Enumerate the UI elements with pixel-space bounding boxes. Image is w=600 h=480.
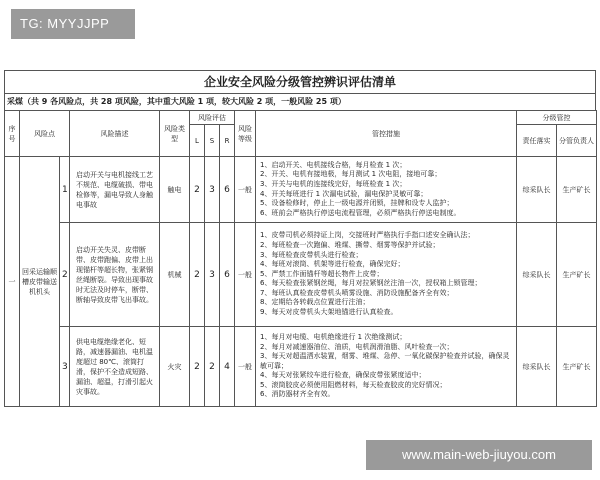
header-resp-person: 分管负责人 bbox=[557, 125, 597, 157]
risk-description: 启动开关与电机接线工艺不规范、电缆破损、带电检修等，漏电导致人身触电事故 bbox=[70, 157, 160, 223]
measure-item: 5、滚筒胶皮必须使用阻燃材料，每天检查胶皮的完好情况； bbox=[260, 380, 447, 389]
measure-item: 6、消防器材齐全有效。 bbox=[260, 390, 335, 399]
header-control-measures: 管控措施 bbox=[256, 111, 517, 157]
responsible-person: 生产矿长 bbox=[557, 157, 597, 223]
header-grading: 分级管控 bbox=[517, 111, 597, 125]
control-measures bbox=[256, 157, 517, 223]
measure-item: 9、每天对皮带机头大架地锚进行认真检查。 bbox=[260, 308, 398, 317]
responsible-unit: 综采队长 bbox=[517, 327, 557, 407]
document-title: 企业安全风险分级管控辨识评估清单 bbox=[4, 70, 596, 93]
measure-item: 4、每天对张紧绞车进行检查，确保皮带张紧度适中； bbox=[260, 371, 426, 380]
sub-number: 3 bbox=[60, 327, 70, 407]
risk-type: 火灾 bbox=[160, 327, 190, 407]
group-seq: 一 bbox=[5, 157, 20, 407]
table-row bbox=[5, 327, 597, 407]
measure-item: 3、开关与电机的连接线完好，每班检查 1 次； bbox=[260, 179, 407, 188]
measure-item: 6、每天检查张紧钢丝绳，每月对拉紧钢丝注油一次，授权箱上锁管理； bbox=[260, 279, 482, 288]
value-R: 6 bbox=[220, 157, 235, 223]
measure-item: 6、班前会严格执行停送电流程管理，必须严格执行停送电制度。 bbox=[260, 208, 461, 217]
watermark-bottom-right: www.main-web-jiuyou.com bbox=[366, 440, 592, 470]
risk-level: 一般 bbox=[235, 223, 256, 327]
value-R: 6 bbox=[220, 223, 235, 327]
risk-table bbox=[4, 110, 597, 407]
measure-item: 5、严禁工作面锚杆等超长物件上皮带； bbox=[260, 269, 384, 278]
table-row bbox=[5, 223, 597, 327]
measure-item: 4、开关每班进行 1 次漏电试验，漏电保护灵敏可靠； bbox=[260, 189, 428, 198]
value-L: 2 bbox=[190, 327, 205, 407]
responsible-person: 生产矿长 bbox=[557, 327, 597, 407]
risk-level: 一般 bbox=[235, 327, 256, 407]
measure-item: 1、每月对电缆、电机绝缘进行 1 次绝缘测试； bbox=[260, 332, 407, 341]
measure-item: 8、定期给各转载点位置进行注油； bbox=[260, 298, 370, 307]
header-risk-point: 风险点 bbox=[20, 111, 70, 157]
value-L: 2 bbox=[190, 157, 205, 223]
responsible-unit: 综采队长 bbox=[517, 157, 557, 223]
measure-item: 1、皮带司机必须持证上岗，交接班时严格执行手指口述安全确认法； bbox=[260, 231, 475, 240]
control-measures bbox=[256, 223, 517, 327]
risk-level: 一般 bbox=[235, 157, 256, 223]
measure-item: 2、每班检查一次跑偏、堆煤、撕带、烟雾等保护并试验； bbox=[260, 240, 440, 249]
header-risk-level: 风险等级 bbox=[235, 111, 256, 157]
value-R: 4 bbox=[220, 327, 235, 407]
header-seq: 序号 bbox=[5, 111, 20, 157]
measure-item: 1、启动开关、电机接线合格，每月检查 1 次； bbox=[260, 160, 407, 169]
responsible-person: 生产矿长 bbox=[557, 223, 597, 327]
value-S: 2 bbox=[205, 327, 220, 407]
sub-number: 2 bbox=[60, 223, 70, 327]
measure-item: 2、每月对减速器油位、油质，电机润滑油脂、风叶检查一次； bbox=[260, 342, 454, 351]
measure-item: 5、设备检修时，停止上一级电源并闭锁，挂牌和设专人监护； bbox=[260, 199, 454, 208]
header-resp-unit: 责任落实 bbox=[517, 125, 557, 157]
risk-type: 触电 bbox=[160, 157, 190, 223]
measure-item: 3、每天对超温洒水装置，烟雾、堆煤、急停、一氧化碳保护检查并试验，确保灵敏可靠； bbox=[260, 352, 510, 370]
measure-item: 4、每班对滚筒、机架等进行检查，确保完好； bbox=[260, 260, 405, 269]
header-R: R bbox=[220, 125, 235, 157]
header-risk-eval: 风险评估 bbox=[190, 111, 235, 125]
risk-type: 机械 bbox=[160, 223, 190, 327]
header-risk-desc: 风险描述 bbox=[70, 111, 160, 157]
header-risk-type: 风险类型 bbox=[160, 111, 190, 157]
control-measures bbox=[256, 327, 517, 407]
risk-point-name: 回采运输顺槽皮带输送机机头 bbox=[20, 157, 60, 407]
value-S: 3 bbox=[205, 157, 220, 223]
watermark-top-left: TG: MYYJJPP bbox=[11, 9, 135, 39]
measure-item: 2、开关、电机有接地极，每月测试 1 次电阻，接地可靠； bbox=[260, 170, 442, 179]
risk-description: 供电电缆绝缘老化、短路，减速器漏油、电机温度超过 80℃、滚筒打滑，保护不全造成短路、漏油、超温，打滑引起火灾事故。 bbox=[70, 327, 160, 407]
table-row bbox=[5, 157, 597, 223]
measure-item: 3、每班检查皮带机头进行检查； bbox=[260, 250, 363, 259]
risk-sheet bbox=[4, 70, 596, 407]
risk-description: 启动开关失灵、皮带断带、皮带跑偏、皮带上出现锚杆等超长物，张紧钢丝绳断裂。导致出现事故时无法及时停车，断带、断轴导致皮带飞出事故。 bbox=[70, 223, 160, 327]
sub-number: 1 bbox=[60, 157, 70, 223]
summary-line: 采煤（共 9 各风险点，共 28 项风险，其中重大风险 1 项，较大风险 2 项，一般风险 25 项） bbox=[4, 93, 596, 110]
measure-item: 7、每班认真检查皮带机头喷雾设施、消防设施配备齐全有效； bbox=[260, 288, 454, 297]
value-L: 2 bbox=[190, 223, 205, 327]
responsible-unit: 综采队长 bbox=[517, 223, 557, 327]
value-S: 3 bbox=[205, 223, 220, 327]
header-S: S bbox=[205, 125, 220, 157]
header-row-1 bbox=[5, 111, 597, 125]
header-L: L bbox=[190, 125, 205, 157]
